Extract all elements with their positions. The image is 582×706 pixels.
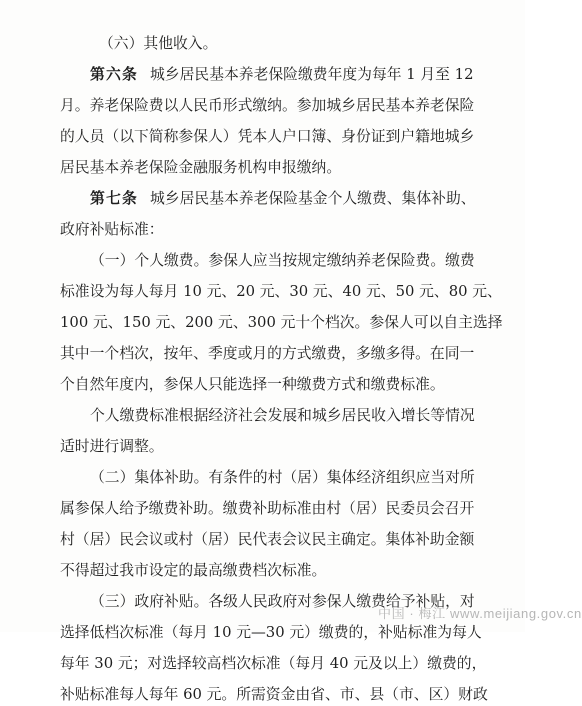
document-line xyxy=(0,467,525,489)
line-text: 属参保人给予缴费补助。缴费补助标准由村（居）民委员会召开 xyxy=(60,500,475,517)
article-heading-line xyxy=(0,64,525,86)
line-text: 每年 30 元；对选择较高档次标准（每月 40 元及以上）缴费的， xyxy=(60,655,487,672)
article-number: 第七条 xyxy=(90,190,138,207)
line-text: 个自然年度内，参保人只能选择一种缴费方式和缴费标准。 xyxy=(60,376,445,393)
document-line xyxy=(0,281,525,303)
line-text: （二）集体补助。有条件的村（居）集体经济组织应当对所 xyxy=(90,469,475,486)
document-line xyxy=(0,250,525,272)
line-text: 城乡居民基本养老保险缴费年度为每年 1 月至 12 xyxy=(150,66,474,83)
document-line xyxy=(0,374,525,396)
article-number: 第六条 xyxy=(90,66,138,83)
line-text: 不得超过我市设定的最高缴费档次标准。 xyxy=(60,562,327,579)
line-text: 100 元、150 元、200 元、300 元十个档次。参保人可以自主选择 xyxy=(60,314,503,331)
line-text: 城乡居民基本养老保险基金个人缴费、集体补助、 xyxy=(150,190,476,207)
line-text: （三）政府补贴。各级人民政府对参保人缴费给予补贴，对 xyxy=(90,593,475,610)
site-watermark xyxy=(378,602,582,626)
document-line xyxy=(0,126,525,148)
line-text: 村（居）民会议或村（居）民代表会议民主确定。集体补助金额 xyxy=(60,531,475,548)
document-line xyxy=(0,529,525,551)
document-line xyxy=(0,560,525,582)
article-heading-line xyxy=(0,188,525,210)
line-text: （一）个人缴费。参保人应当按规定缴纳养老保险费。缴费 xyxy=(90,252,475,269)
document-line xyxy=(0,157,525,179)
line-text: （六）其他收入。 xyxy=(99,35,218,52)
document-line xyxy=(0,498,525,520)
line-text: 居民基本养老保险金融服务机构申报缴纳。 xyxy=(60,159,342,176)
document-line xyxy=(0,653,525,675)
document-line xyxy=(0,405,525,427)
watermark-label: 中国 · 梅江 xyxy=(378,606,446,621)
line-text: 标准设为每人每月 10 元、20 元、30 元、40 元、50 元、80 元、 xyxy=(60,283,502,300)
document-line xyxy=(0,436,525,458)
line-text: 个人缴费标准根据经济社会发展和城乡居民收入增长等情况 xyxy=(90,407,475,424)
line-text: 适时进行调整。 xyxy=(60,438,164,455)
document-line xyxy=(0,219,525,241)
document-line xyxy=(0,312,525,334)
line-text: 其中一个档次，按年、季度或月的方式缴费，多缴多得。在同一 xyxy=(60,345,475,362)
line-text: 选择低档次标准（每月 10 元—30 元）缴费的，补贴标准为每人 xyxy=(60,624,482,641)
line-text: 政府补贴标准： xyxy=(60,221,164,238)
line-text: 补贴标准每人每年 60 元。所需资金由省、市、县（市、区）财政 xyxy=(60,686,488,703)
line-text: 的人员（以下简称参保人）凭本人户口簿、身份证到户籍地城乡 xyxy=(60,128,475,145)
document-line xyxy=(0,684,525,706)
document-line xyxy=(0,95,525,117)
document-line xyxy=(0,33,525,55)
watermark-url: www.meijiang.gov.cn xyxy=(449,606,582,621)
document-line xyxy=(0,343,525,365)
line-text: 月。养老保险费以人民币形式缴纳。参加城乡居民基本养老保险 xyxy=(60,97,475,114)
